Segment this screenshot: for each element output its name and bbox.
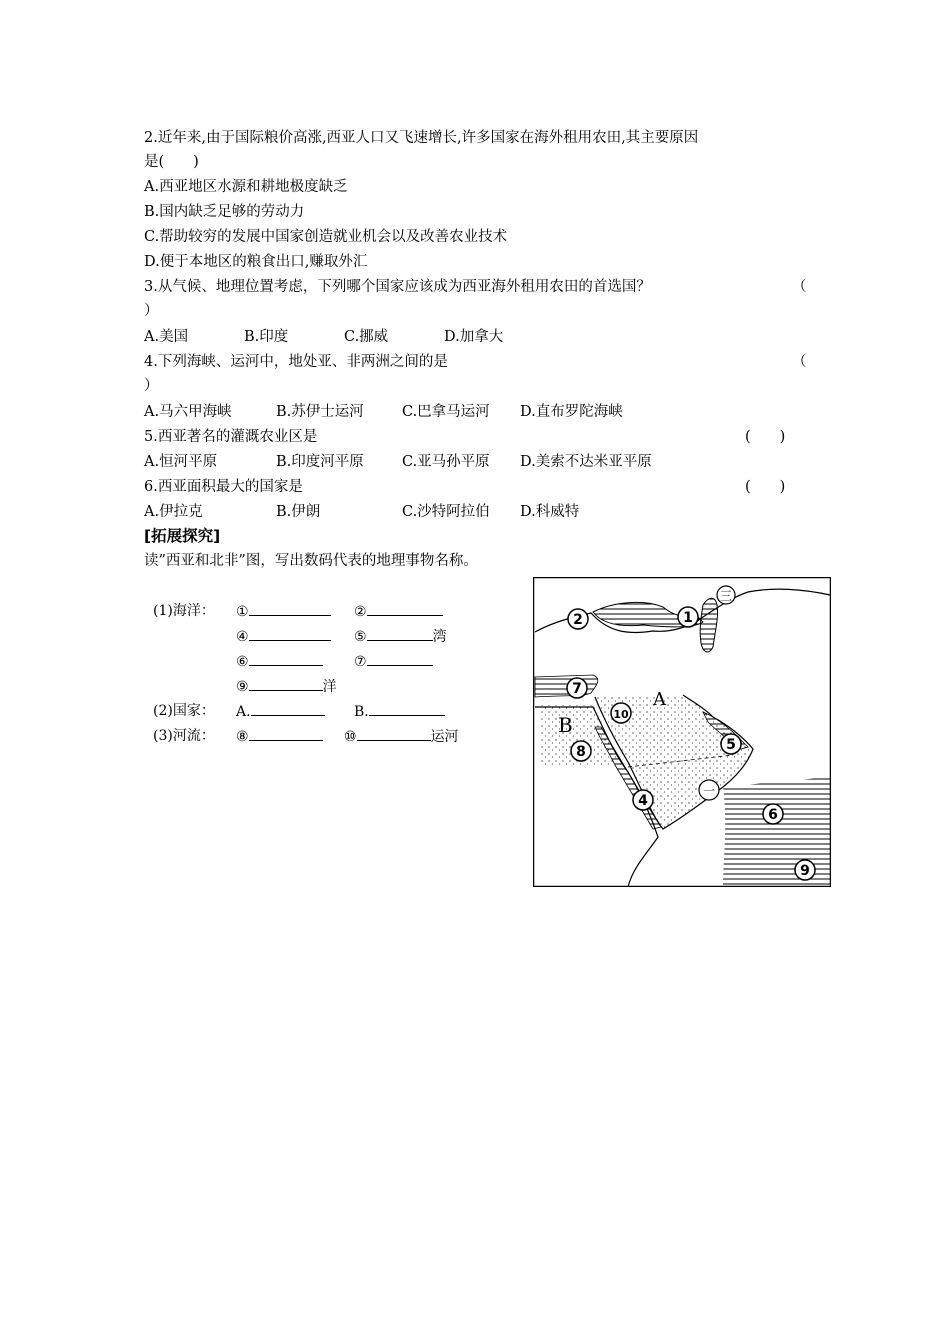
country-a-blank[interactable] bbox=[251, 701, 325, 716]
ocean-7-field[interactable] bbox=[354, 651, 433, 672]
q4-option-b: B.苏伊士运河 bbox=[276, 404, 364, 420]
q4-stem: 4.下列海峡、运河中，地处亚、非两洲之间的是 bbox=[144, 354, 448, 370]
river-10-number: ⑩ bbox=[344, 729, 357, 745]
country-a-field[interactable] bbox=[236, 701, 325, 722]
country-b-letter: B. bbox=[354, 704, 369, 720]
q3-paren-close: ） bbox=[144, 303, 159, 319]
svg-text:8: 8 bbox=[576, 744, 586, 760]
map-label-2 bbox=[568, 609, 588, 629]
q4-option-c: C.巴拿马运河 bbox=[402, 404, 490, 420]
river-8-number: ⑧ bbox=[236, 729, 249, 745]
country-a-letter: A. bbox=[236, 704, 251, 720]
map-label-region-one bbox=[699, 780, 719, 800]
q5-option-d: D.美索不达米亚平原 bbox=[520, 454, 652, 470]
svg-text:5: 5 bbox=[726, 737, 736, 753]
q2-stem-line1: 2.近年来,由于国际粮价高涨,西亚人口又飞速增长,许多国家在海外租用农田,其主要原因 bbox=[144, 130, 699, 146]
q5-option-b: B.印度河平原 bbox=[276, 454, 364, 470]
map-label-a: A bbox=[653, 689, 666, 710]
svg-text:6: 6 bbox=[768, 807, 778, 823]
q3-option-d: D.加拿大 bbox=[444, 329, 504, 345]
ocean-5-suffix: 湾 bbox=[432, 629, 447, 645]
q5-stem: 5.西亚著名的灌溉农业区是 bbox=[144, 429, 318, 445]
svg-text:1: 1 bbox=[683, 610, 693, 626]
river-10-field[interactable] bbox=[344, 726, 459, 747]
ocean-6-field[interactable] bbox=[236, 651, 323, 672]
map-label-10 bbox=[611, 703, 631, 723]
svg-text:2: 2 bbox=[573, 612, 583, 628]
river-10-blank[interactable] bbox=[357, 726, 431, 741]
ocean-9-number: ⑨ bbox=[236, 679, 249, 695]
svg-text:7: 7 bbox=[572, 681, 582, 697]
map-label-9 bbox=[795, 860, 815, 880]
ocean-4-field[interactable] bbox=[236, 626, 331, 647]
q3-option-a: A.美国 bbox=[144, 329, 189, 345]
country-b-field[interactable] bbox=[354, 701, 445, 722]
ocean-9-field[interactable] bbox=[236, 676, 337, 697]
q2-option-c: C.帮助较穷的发展中国家创造就业机会以及改善农业技术 bbox=[144, 229, 508, 245]
ocean-1-number: ① bbox=[236, 604, 249, 620]
q3-paren-open: （ bbox=[792, 279, 807, 295]
extension-instruction: 读”西亚和北非”图，写出数码代表的地理事物名称。 bbox=[144, 553, 478, 569]
ocean-4-number: ④ bbox=[236, 629, 249, 645]
q2-option-a: A.西亚地区水源和耕地极度缺乏 bbox=[144, 179, 348, 195]
west-asia-north-africa-map bbox=[533, 577, 831, 887]
river-10-suffix: 运河 bbox=[430, 729, 459, 745]
q4-paren-open: （ bbox=[792, 354, 807, 370]
q2-stem-line2: 是( ) bbox=[144, 154, 199, 170]
ocean-1-field[interactable] bbox=[236, 601, 331, 622]
mediterranean-sea bbox=[535, 675, 598, 697]
country-b-blank[interactable] bbox=[369, 701, 445, 716]
q5-option-c: C.亚马孙平原 bbox=[402, 454, 490, 470]
ocean-5-number: ⑤ bbox=[354, 629, 367, 645]
svg-text:4: 4 bbox=[638, 793, 648, 809]
ocean-label: (1)海洋： bbox=[153, 603, 215, 619]
ocean-2-blank[interactable] bbox=[367, 601, 443, 616]
map-label-region-three bbox=[717, 586, 735, 604]
ocean-4-blank[interactable] bbox=[249, 626, 331, 641]
ocean-2-field[interactable] bbox=[354, 601, 443, 622]
svg-text:三: 三 bbox=[719, 589, 733, 603]
svg-text:10: 10 bbox=[613, 708, 629, 721]
q6-paren: ( ) bbox=[745, 479, 786, 495]
country-label: (2)国家： bbox=[153, 703, 215, 719]
river-label: (3)河流： bbox=[153, 728, 215, 744]
q5-option-a: A.恒河平原 bbox=[144, 454, 218, 470]
map-label-5 bbox=[721, 734, 741, 754]
q6-option-d: D.科威特 bbox=[520, 504, 580, 520]
river-8-field[interactable] bbox=[236, 726, 323, 747]
q6-option-a: A.伊拉克 bbox=[144, 504, 203, 520]
q4-option-d: D.直布罗陀海峡 bbox=[520, 404, 623, 420]
map-label-b: B bbox=[558, 713, 573, 737]
ocean-1-blank[interactable] bbox=[249, 601, 331, 616]
ocean-9-suffix: 洋 bbox=[322, 679, 337, 695]
q2-option-b: B.国内缺乏足够的劳动力 bbox=[144, 204, 305, 220]
q5-paren: ( ) bbox=[745, 429, 786, 445]
ocean-2-number: ② bbox=[354, 604, 367, 620]
q6-stem: 6.西亚面积最大的国家是 bbox=[144, 479, 303, 495]
q4-option-a: A.马六甲海峡 bbox=[144, 404, 232, 420]
extension-heading: [拓展探究] bbox=[144, 527, 221, 545]
ocean-5-field[interactable] bbox=[354, 626, 447, 647]
map-label-6 bbox=[763, 804, 783, 824]
q4-paren-close: ） bbox=[144, 378, 159, 394]
q3-stem: 3.从气候、地理位置考虑，下列哪个国家应该成为西亚海外租用农田的首选国？ bbox=[144, 279, 651, 295]
river-8-blank[interactable] bbox=[249, 726, 323, 741]
q6-option-c: C.沙特阿拉伯 bbox=[402, 504, 490, 520]
q6-option-b: B.伊朗 bbox=[276, 504, 321, 520]
ocean-6-blank[interactable] bbox=[249, 651, 323, 666]
svg-text:一: 一 bbox=[702, 784, 716, 798]
q3-option-c: C.挪威 bbox=[344, 329, 389, 345]
ocean-9-blank[interactable] bbox=[249, 676, 323, 691]
map-label-4 bbox=[633, 790, 653, 810]
ocean-7-blank[interactable] bbox=[367, 651, 433, 666]
map-label-1 bbox=[678, 607, 698, 627]
ocean-7-number: ⑦ bbox=[354, 654, 367, 670]
svg-text:9: 9 bbox=[800, 863, 810, 879]
ocean-6-number: ⑥ bbox=[236, 654, 249, 670]
q2-option-d: D.便于本地区的粮食出口,赚取外汇 bbox=[144, 254, 368, 270]
map-label-8 bbox=[571, 741, 591, 761]
q3-option-b: B.印度 bbox=[244, 329, 289, 345]
map-label-7 bbox=[567, 678, 587, 698]
ocean-5-blank[interactable] bbox=[367, 626, 433, 641]
